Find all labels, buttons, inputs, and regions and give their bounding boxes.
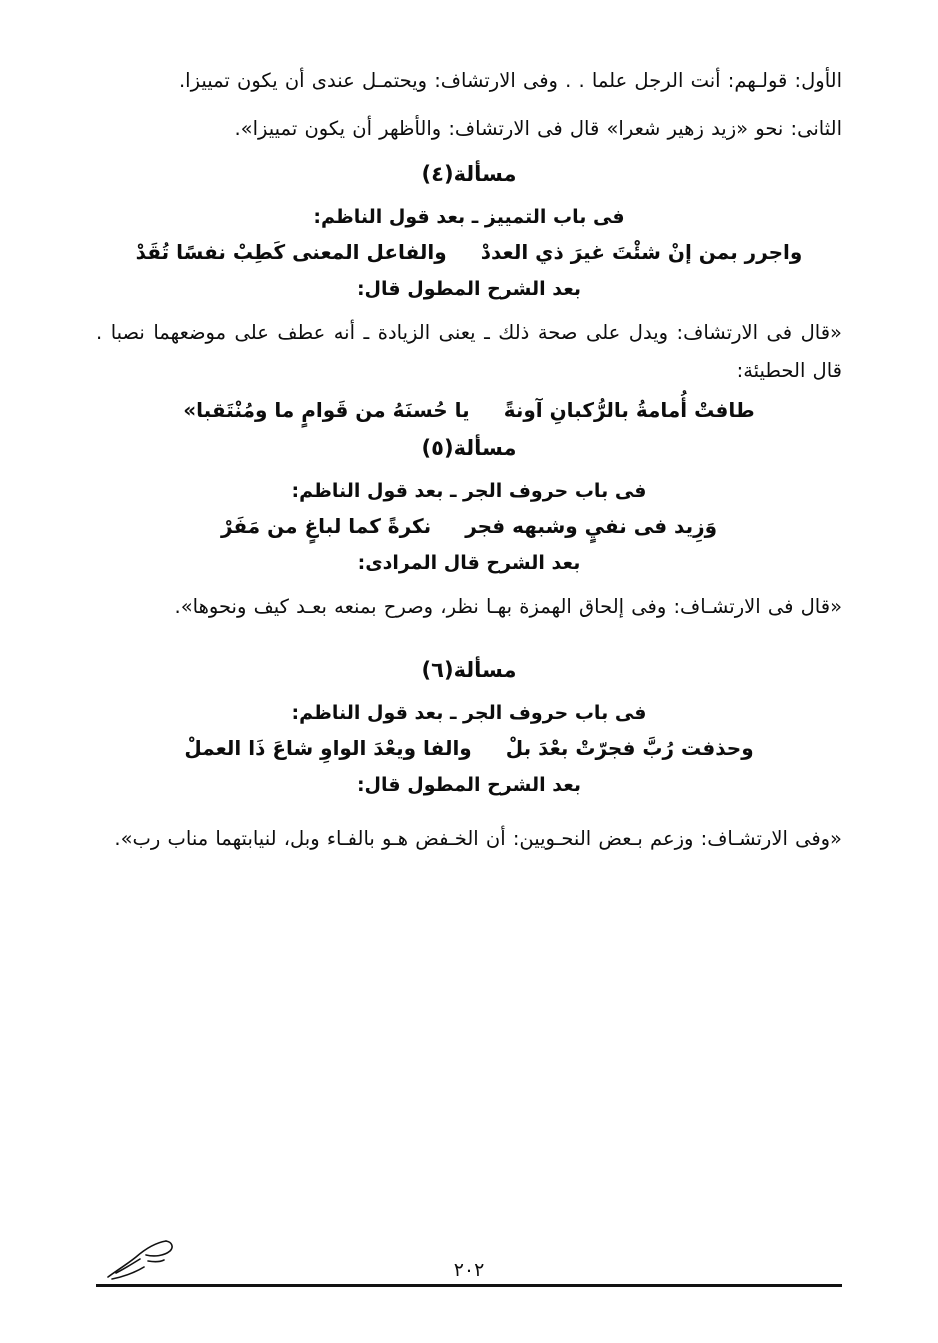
verse-huruf-jarr-1 [96, 514, 842, 538]
verse-hemistich-left: والفاعل المعنى كَطِبْ نفسًا تُقَدْ [135, 240, 447, 265]
lead-huruf-jarr-chapter-2: فى باب حروف الجر ـ بعد قول الناظم: [291, 702, 647, 725]
paragraph-second-point: الثانى: نحو «زيد زهير شعرا» قال فى الارتشاف: والأظهر أن يكون تمييزا». [234, 117, 842, 141]
lead-tamyiz-chapter: فى باب التمييز ـ بعد قول الناظم: [313, 206, 625, 229]
verse-huruf-jarr-2 [96, 736, 842, 760]
heading-masala-6: مسألة(٦) [421, 658, 517, 683]
verse-hemistich-right: واجرر بمن إنْ شئْتَ غيرَ ذي العددْ [480, 240, 803, 265]
heading-masala-4: مسألة(٤) [421, 162, 517, 187]
paragraph-first-point: الأول: قولـهم: أنت الرجل علما . . وفى الارتشاف: ويحتمـل عندى أن يكون تمييزا. [178, 69, 842, 92]
spacer [96, 810, 842, 820]
quote-irtishaf-1: «قال فى الارتشاف: ويدل على صحة ذلك ـ يعنى الزيادة ـ أنه عطف على موضعهما نصبا . قال الحطيئة: [96, 321, 842, 383]
verse-hemistich-right: وحذفت رُبَّ فجرّتْ بعْدَ بلْ [505, 736, 754, 761]
verse-hutayaa [96, 398, 842, 422]
verse-hemistich-right: طافتْ أُمامةُ بالرُّكبانِ آونةً [503, 398, 755, 423]
quote-irtishaf-3: «وفى الارتشـاف: وزعم بـعض النحـويين: أن الخـفض هـو بالفـاء وبل، لنيابتهما مناب رب». [114, 827, 842, 851]
page-footer [96, 1239, 842, 1299]
verse-tamyiz [96, 240, 842, 264]
verse-hemistich-left: والفا ويعْدَ الواوِ شاعَ ذَا العملْ [184, 736, 472, 761]
spacer [96, 634, 842, 644]
verse-hemistich-left: نكرةً كما لباغٍ من مَفَرْ [220, 514, 432, 539]
footer-divider [96, 1284, 842, 1287]
lead-huruf-jarr-chapter-1: فى باب حروف الجر ـ بعد قول الناظم: [291, 480, 647, 503]
heading-masala-5: مسألة(٥) [421, 436, 517, 461]
note-after-sharh-mutawwal-2: بعد الشرح المطول قال: [356, 774, 582, 797]
quote-irtishaf-2: «قال فى الارتشـاف: وفى إلحاق الهمزة بهـا نظر، وصرح بمنعه بعـد كيف ونحوها». [174, 595, 842, 619]
verse-hemistich-left: يا حُسنَهُ من قَوامٍ ما ومُنْتَقبا» [183, 398, 470, 423]
verse-hemistich-right: وَزِيد فى نفيٍ وشبهه فجر [465, 514, 718, 539]
note-after-sharh-muradi: بعد الشرح قال المرادى: [357, 552, 581, 575]
page-number: ٢٠٢ [453, 1259, 485, 1281]
note-after-sharh-mutawwal-1: بعد الشرح المطول قال: [356, 278, 582, 301]
